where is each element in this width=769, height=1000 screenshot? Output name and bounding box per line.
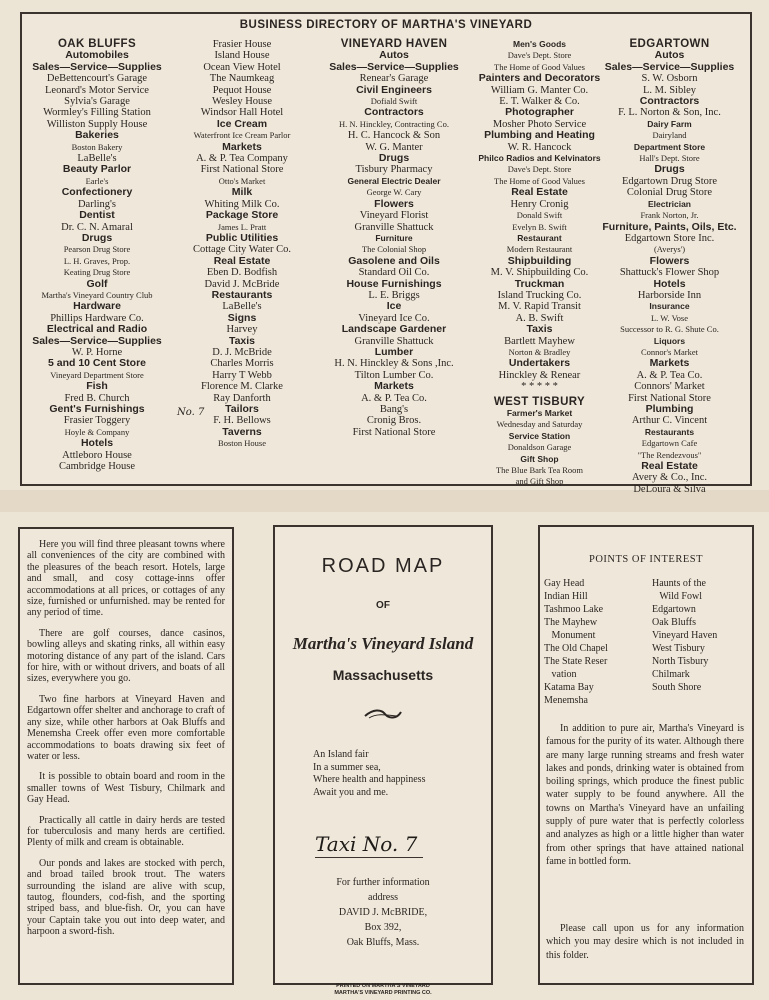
category-heading-small: Gift Shop <box>520 453 559 464</box>
directory-entry: Dr. C. N. Amaral <box>61 221 133 233</box>
category-heading-small: Men's Goods <box>512 39 567 49</box>
poi-item: The State Reser <box>544 656 608 667</box>
directory-entry: First National Store <box>352 426 436 438</box>
directory-entry-small: and Gift Shop <box>515 476 564 487</box>
directory-title: BUSINESS DIRECTORY OF MARTHA'S VINEYARD <box>239 19 533 31</box>
directory-entry: Connors' Market <box>634 381 705 393</box>
category-heading: Truckman <box>514 277 565 290</box>
directory-entry: Phillips Hardware Co. <box>50 312 144 324</box>
directory-entry-small: H. N. Hinckley, Contracting Co. <box>339 118 449 129</box>
directory-entry-small: George W. Cary <box>366 187 422 198</box>
directory-entry-small: Dairyland <box>652 130 687 141</box>
cover-island-name: Martha's Vineyard Island <box>292 634 474 653</box>
category-heading: Autos <box>654 49 685 62</box>
contact-line: Oak Bluffs, Mass. <box>346 937 420 948</box>
category-heading: Civil Engineers <box>356 83 432 96</box>
directory-entry: Hinckley & Renear <box>498 369 581 381</box>
directory-entry-small: Earle's <box>85 175 109 186</box>
directory-entry: Vineyard Florist <box>359 210 429 222</box>
description-paragraph: Here you will find three pleasant towns where all conveniences of the city are combined with the pleasures of the beach resort. Hotels, large and small, and cosy cottage-inns offer accommodations at all prices, or cottages of any size, furnished or unfurnished. may be rented for any period of time. <box>27 539 225 619</box>
category-heading-small: Service Station <box>508 430 571 441</box>
directory-entry: M. V. Shipbuilding Co. <box>490 267 589 279</box>
category-heading-small: Department Store <box>633 141 706 152</box>
directory-entry-small: Evelyn B. Swift <box>512 221 567 232</box>
poi-item: West Tisbury <box>652 643 705 654</box>
directory-entry: William G. Manter Co. <box>490 84 589 96</box>
category-heading: Landscape Gardener <box>341 323 447 336</box>
cover-state-name: Massachusetts <box>332 667 434 683</box>
category-heading-small: Furniture <box>375 232 413 243</box>
cover-of: OF <box>376 600 390 611</box>
category-heading: Plumbing and Heating <box>484 129 595 142</box>
category-heading: Markets <box>222 140 262 153</box>
directory-entry-small: Vineyard Department Store <box>50 369 144 380</box>
directory-entry-small: The Blue Bark Tea Room <box>495 465 584 476</box>
category-heading: Contractors <box>639 95 700 108</box>
directory-entry-small: Dave's Dept. Store <box>507 50 572 61</box>
directory-entry: Cronig Bros. <box>366 415 422 427</box>
category-heading: Lumber <box>374 345 414 358</box>
category-heading: Tailors <box>225 403 259 415</box>
directory-entry: Tisbury Pharmacy <box>355 164 433 176</box>
directory-entry: L. E. Briggs <box>368 289 420 301</box>
directory-entry: LaBelle's <box>77 153 117 165</box>
category-heading: Gent's Furnishings <box>49 403 145 415</box>
directory-entry: First National Store <box>200 164 284 176</box>
category-heading: Autos <box>379 49 409 62</box>
directory-entry-small: Waterfront Ice Cream Parlor <box>193 130 291 141</box>
category-heading: Sales—Service—Supplies <box>32 334 162 347</box>
printer-imprint <box>273 983 493 997</box>
poi-item: The Mayhew <box>544 617 598 628</box>
category-heading: Hotels <box>653 277 686 290</box>
directory-entry: Frasier House <box>212 39 272 50</box>
category-heading: Milk <box>231 186 253 199</box>
flourish-ornament <box>363 707 403 721</box>
directory-entry: Standard Oil Co. <box>358 267 430 279</box>
directory-entry: W. G. Manter <box>365 141 423 153</box>
poi-item: Edgartown <box>652 604 696 615</box>
town-heading: WEST TISBURY <box>493 395 586 408</box>
directory-entry: Vineyard Ice Co. <box>358 312 430 324</box>
directory-entry-small: "The Rendezvous" <box>637 449 702 460</box>
directory-entry-small: Pearson Drug Store <box>63 244 131 255</box>
category-heading: Sales—Service—Supplies <box>32 60 162 73</box>
directory-entry: Ray Danforth <box>213 392 271 404</box>
description-paragraph: Our ponds and lakes are stocked with perch, and broad tailed brook trout. The waters surrounding the island are alive with scup, tautog, flounders, cod-fish, and the sporting striped bass, and blue-fish. Or, you can have your Captain take you out into deep water, and harpoon a sword-fish. <box>27 857 225 938</box>
directory-entry: Edgartown Drug Store <box>621 175 718 187</box>
directory-entry: The Naumkeag <box>209 73 275 85</box>
handwritten-taxi-number: Taxi No. 7 <box>315 832 418 856</box>
poem-line: An Island fair <box>313 749 369 760</box>
category-heading: Undertakers <box>508 357 571 370</box>
town-heading: OAK BLUFFS <box>57 38 137 50</box>
category-heading: Hotels <box>80 437 114 450</box>
contact-address <box>275 875 491 950</box>
directory-entry-small: The Home of Good Values <box>494 61 585 72</box>
directory-entry-small: Keating Drug Store <box>63 267 131 278</box>
poi-item: Gay Head <box>544 578 585 589</box>
category-heading-small: General Electric Dealer <box>347 175 441 186</box>
poi-item: Tashmoo Lake <box>544 604 604 615</box>
directory-entry: Tilton Lumber Co. <box>354 369 434 381</box>
town-heading: EDGARTOWN <box>629 38 710 50</box>
directory-entry-small: Edgartown Cafe <box>641 438 698 449</box>
category-heading: Gasolene and Oils <box>348 254 440 267</box>
category-heading: Painters and Decorators <box>478 72 601 85</box>
directory-entry-small: Dofiald Swift <box>370 96 418 107</box>
directory-column-oak-bluffs-continued <box>172 39 312 450</box>
contact-line: DAVID J. McBRIDE, <box>338 907 428 918</box>
directory-entry: Harry T Webb <box>212 369 272 381</box>
directory-entry: Harvey <box>226 324 258 336</box>
directory-entry: W. R. Hancock <box>507 141 572 153</box>
description-paragraph: It is possible to obtain board and room in the smaller towns of West Tisbury, Chilmark and Gay Head. <box>27 771 225 806</box>
poi-item: Oak Bluffs <box>652 617 696 628</box>
directory-entry: * * * * * <box>521 381 558 393</box>
directory-column-vineyard-haven-west-tisbury <box>467 39 612 488</box>
category-heading: Dentist <box>79 209 115 222</box>
category-heading: Drugs <box>378 152 410 165</box>
island-description-panel <box>18 527 234 985</box>
directory-entry: Fred B. Church <box>64 392 130 404</box>
category-heading: Ice <box>386 300 402 313</box>
category-heading: Hardware <box>73 300 121 313</box>
contact-line: address <box>368 892 398 903</box>
poi-item: vation <box>544 669 577 680</box>
directory-entry: Shattuck's Flower Shop <box>619 267 720 279</box>
directory-entry: Whiting Milk Co. <box>204 198 280 210</box>
category-heading: Confectionery <box>61 186 133 199</box>
description-paragraph: Two fine harbors at Vineyard Haven and Edgartown offer shelter and anchorage to craft of any size, while other harbors at Oak Bluffs and Menemsha Creek offer even more comfortable accommodations to boats drawing six feet of water or less. <box>27 693 225 762</box>
category-heading: House Furnishings <box>346 277 442 290</box>
category-heading: Signs <box>227 311 257 324</box>
directory-entry: Florence M. Clarke <box>201 381 283 393</box>
category-heading: Plumbing <box>645 403 694 415</box>
directory-entry: Granville Shattuck <box>354 221 434 233</box>
directory-entry: Windsor Hall Hotel <box>200 107 284 119</box>
poi-item: Monument <box>544 630 596 641</box>
directory-entry-small: Boston House <box>218 438 266 449</box>
directory-entry: Edgartown Store Inc. <box>624 232 715 244</box>
category-heading: Bakeries <box>75 129 119 142</box>
directory-entry-small: Hall's Dept. Store <box>639 153 700 164</box>
category-heading: Public Utilities <box>205 231 279 244</box>
category-heading: Real Estate <box>213 254 271 267</box>
directory-entry: Wesley House <box>211 96 273 108</box>
poi-title: POINTS OF INTEREST <box>588 554 703 565</box>
poi-item: Katama Bay <box>544 682 594 693</box>
directory-entry: Williston Supply House <box>46 118 148 130</box>
category-heading: Golf <box>86 277 108 290</box>
category-heading-small: Farmer's Market <box>506 408 573 418</box>
directory-entry: Ocean View Hotel <box>203 61 281 73</box>
poi-item: Indian Hill <box>544 591 588 602</box>
category-heading: Sales—Service—Supplies <box>604 60 735 73</box>
category-heading: Automobiles <box>65 49 129 62</box>
category-heading: Real Estate <box>641 460 698 473</box>
directory-entry: Island House <box>214 50 270 62</box>
poi-list-left <box>544 577 608 707</box>
category-heading: Contractors <box>364 106 424 119</box>
handwritten-taxi-note: No. 7 <box>177 407 205 418</box>
category-heading: Taxis <box>228 334 256 347</box>
directory-entry: Renear's Garage <box>359 73 429 85</box>
category-heading-small: Insurance <box>649 301 690 312</box>
directory-entry: A. & P. Tea Co. <box>636 369 703 381</box>
poi-item: Menemsha <box>544 695 588 706</box>
directory-entry: Charles Morris <box>210 358 274 370</box>
directory-entry: Eben D. Bodfish <box>206 267 278 279</box>
directory-entry: DeLoura & Silva <box>633 483 706 495</box>
contact-line: Box 392, <box>364 922 402 933</box>
directory-entry-small: L. W. Vose <box>650 312 688 323</box>
category-heading: Fish <box>86 380 108 393</box>
category-heading: Drugs <box>654 163 685 176</box>
directory-entry: H. N. Hinckley & Sons ,Inc. <box>334 358 454 370</box>
poi-item: Chilmark <box>652 669 690 680</box>
directory-entry-small: (Averys') <box>653 244 686 255</box>
category-heading: Furniture, Paints, Oils, Etc. <box>602 220 737 233</box>
directory-entry: LaBelle's <box>222 301 262 313</box>
category-heading: Package Store <box>205 209 279 222</box>
directory-entry: F. L. Norton & Son, Inc. <box>618 107 721 119</box>
category-heading: Flowers <box>374 197 414 210</box>
category-heading-small: Dairy Farm <box>647 118 692 129</box>
category-heading: Photographer <box>505 106 574 119</box>
cover-poem <box>313 749 425 799</box>
category-heading-small: Philco Radios and Kelvinators <box>478 153 601 164</box>
directory-entry: H. C. Hancock & Son <box>347 130 441 142</box>
points-of-interest-panel <box>538 525 754 985</box>
directory-entry-small: Modern Restaurant <box>506 244 573 255</box>
directory-entry: W. P. Horne <box>71 346 123 358</box>
directory-entry: Wormley's Filling Station <box>43 107 151 119</box>
poi-item: Vineyard Haven <box>652 630 718 641</box>
poi-item: Wild Fowl <box>652 591 702 602</box>
directory-entry: Harborside Inn <box>637 289 702 301</box>
directory-entry: Colonial Drug Store <box>626 187 713 199</box>
directory-entry: DeBettencourt's Garage <box>46 73 148 85</box>
directory-entry: Darling's <box>77 198 117 210</box>
category-heading-small: Electrician <box>648 198 691 209</box>
directory-entry: Mosher Photo Service <box>492 118 587 130</box>
directory-entry: Avery & Co., Inc. <box>631 472 708 484</box>
description-text <box>20 529 232 938</box>
printer-line: MARTHA'S VINEYARD PRINTING CO. <box>334 990 432 996</box>
directory-entry: S. W. Osborn <box>641 73 698 85</box>
directory-entry-small: Connor's Market <box>640 346 698 357</box>
directory-entry: F. H. Bellows <box>213 415 271 427</box>
directory-entry-small: Norton & Bradley <box>508 346 571 357</box>
poi-item: The Old Chapel <box>544 643 608 654</box>
category-heading: Markets <box>649 357 690 370</box>
directory-entry: M. V. Rapid Transit <box>498 301 581 313</box>
directory-column-edgartown <box>597 39 742 495</box>
directory-entry: Bang's <box>379 404 409 415</box>
signature-line <box>315 857 423 858</box>
cover-title: ROAD MAP <box>321 555 445 577</box>
directory-entry: A. & P. Tea Company <box>196 153 288 165</box>
directory-entry-small: Boston Bakery <box>71 141 123 152</box>
directory-entry: Attleboro House <box>62 449 132 461</box>
directory-entry-small: Otto's Market <box>218 175 266 186</box>
poi-list-right <box>652 577 717 694</box>
directory-entry-small: Donald Swift <box>516 210 563 221</box>
category-heading: Ice Cream <box>216 117 268 130</box>
directory-entry: A. & P. Tea Co. <box>361 392 427 404</box>
category-heading: Taxis <box>526 323 553 336</box>
water-purity-text: In addition to pure air, Martha's Vineyard is famous for the purity of its water. Although there are many large running streams and fresh water lakes and ponds, drinking water is obtained from boiling springs, which produce the finest public water supply to be found anywhere. All the towns on Martha's Vineyard have an unfailing supply of pure water that is perfectly colorless and analyzes as high or a little higher than water from other springs that have attained national fame in bottled form. <box>546 723 744 867</box>
poem-line: Where health and happiness <box>313 774 426 785</box>
directory-entry-small: James L. Pratt <box>217 221 267 232</box>
category-heading-small: Restaurants <box>644 426 695 437</box>
category-heading: Taverns <box>222 425 262 438</box>
description-paragraph: Practically all cattle in dairy herds are tested for tuberculosis and many herds are certified. Plenty of milk and cream is obtainable. <box>27 814 225 849</box>
directory-entry: Island Trucking Co. <box>497 289 582 301</box>
town-heading: VINEYARD HAVEN <box>340 38 448 50</box>
poem-line: In a summer sea, <box>313 761 381 773</box>
poi-item: South Shore <box>652 682 702 693</box>
directory-entry-small: Hoyle & Company <box>64 426 130 437</box>
directory-entry: Frasier Toggery <box>63 415 131 427</box>
category-heading: Restaurants <box>211 288 273 301</box>
directory-entry: First National Store <box>628 392 711 404</box>
poi-item: Haunts of the <box>652 578 706 589</box>
printer-line: PRINTED ON MARTHA'S VINEYARD <box>336 983 430 989</box>
directory-entry: Cambridge House <box>58 461 136 473</box>
category-heading: 5 and 10 Cent Store <box>47 357 147 370</box>
category-heading: Markets <box>374 380 414 393</box>
directory-entry-small: Frank Norton, Jr. <box>640 210 699 221</box>
category-heading: Shipbuilding <box>507 254 572 267</box>
directory-entry: E. T. Walker & Co. <box>499 96 580 108</box>
directory-entry: A. B. Swift <box>515 312 564 324</box>
directory-entry: Granville Shattuck <box>354 335 434 347</box>
directory-entry-small: Donaldson Garage <box>507 442 572 453</box>
directory-entry: Cottage City Water Co. <box>192 244 292 256</box>
category-heading-small: Restaurant <box>517 232 562 243</box>
road-map-cover <box>273 525 493 985</box>
directory-entry: D. J. McBride <box>212 346 272 358</box>
category-heading: Electrical and Radio <box>46 323 148 336</box>
category-heading-small: Liquors <box>653 335 686 346</box>
directory-entry: Pequot House <box>212 84 272 96</box>
directory-entry: Leonard's Motor Service <box>45 84 149 96</box>
category-heading: Drugs <box>81 231 113 244</box>
directory-entry-small: The Colonial Shop <box>361 244 427 255</box>
information-request-text: Please call upon us for any information which you may desire which is not included in this folder. <box>546 923 744 961</box>
directory-entry: Sylvia's Garage <box>64 96 130 108</box>
directory-entry-small: Dave's Dept. Store <box>507 164 572 175</box>
contact-line: For further information <box>336 877 430 888</box>
directory-entry-small: Successor to R. G. Shute Co. <box>620 324 719 335</box>
poem-line: Await you and me. <box>313 786 389 798</box>
directory-entry-small: Martha's Vineyard Country Club <box>41 289 153 300</box>
description-paragraph: There are golf courses, dance casinos, bowling alleys and skating rinks, all within easy motoring distance of any part of the island. Cars for hire, with or without drivers, and boats of all sizes, everywhere you go. <box>27 627 225 685</box>
directory-column-oak-bluffs <box>32 39 162 472</box>
category-heading: Beauty Parlor <box>62 163 132 176</box>
category-heading: Flowers <box>649 254 690 267</box>
business-directory <box>20 12 752 495</box>
category-heading: Real Estate <box>511 186 568 199</box>
directory-entry: Arthur C. Vincent <box>631 415 708 427</box>
directory-column-vineyard-haven <box>314 39 474 438</box>
directory-entry: Bartlett Mayhew <box>504 335 575 347</box>
directory-entry: L. M. Sibley <box>642 84 697 96</box>
directory-entry-small: L. H. Graves, Prop. <box>63 255 131 266</box>
category-heading: Sales—Service—Supplies <box>329 60 459 73</box>
directory-entry: David J. McBride <box>204 278 280 290</box>
directory-entry: Henry Cronig <box>510 198 569 210</box>
directory-entry-small: Wednesday and Saturday <box>496 419 583 430</box>
directory-entry-small: The Home of Good Values <box>494 175 585 186</box>
poi-item: North Tisbury <box>652 656 709 667</box>
